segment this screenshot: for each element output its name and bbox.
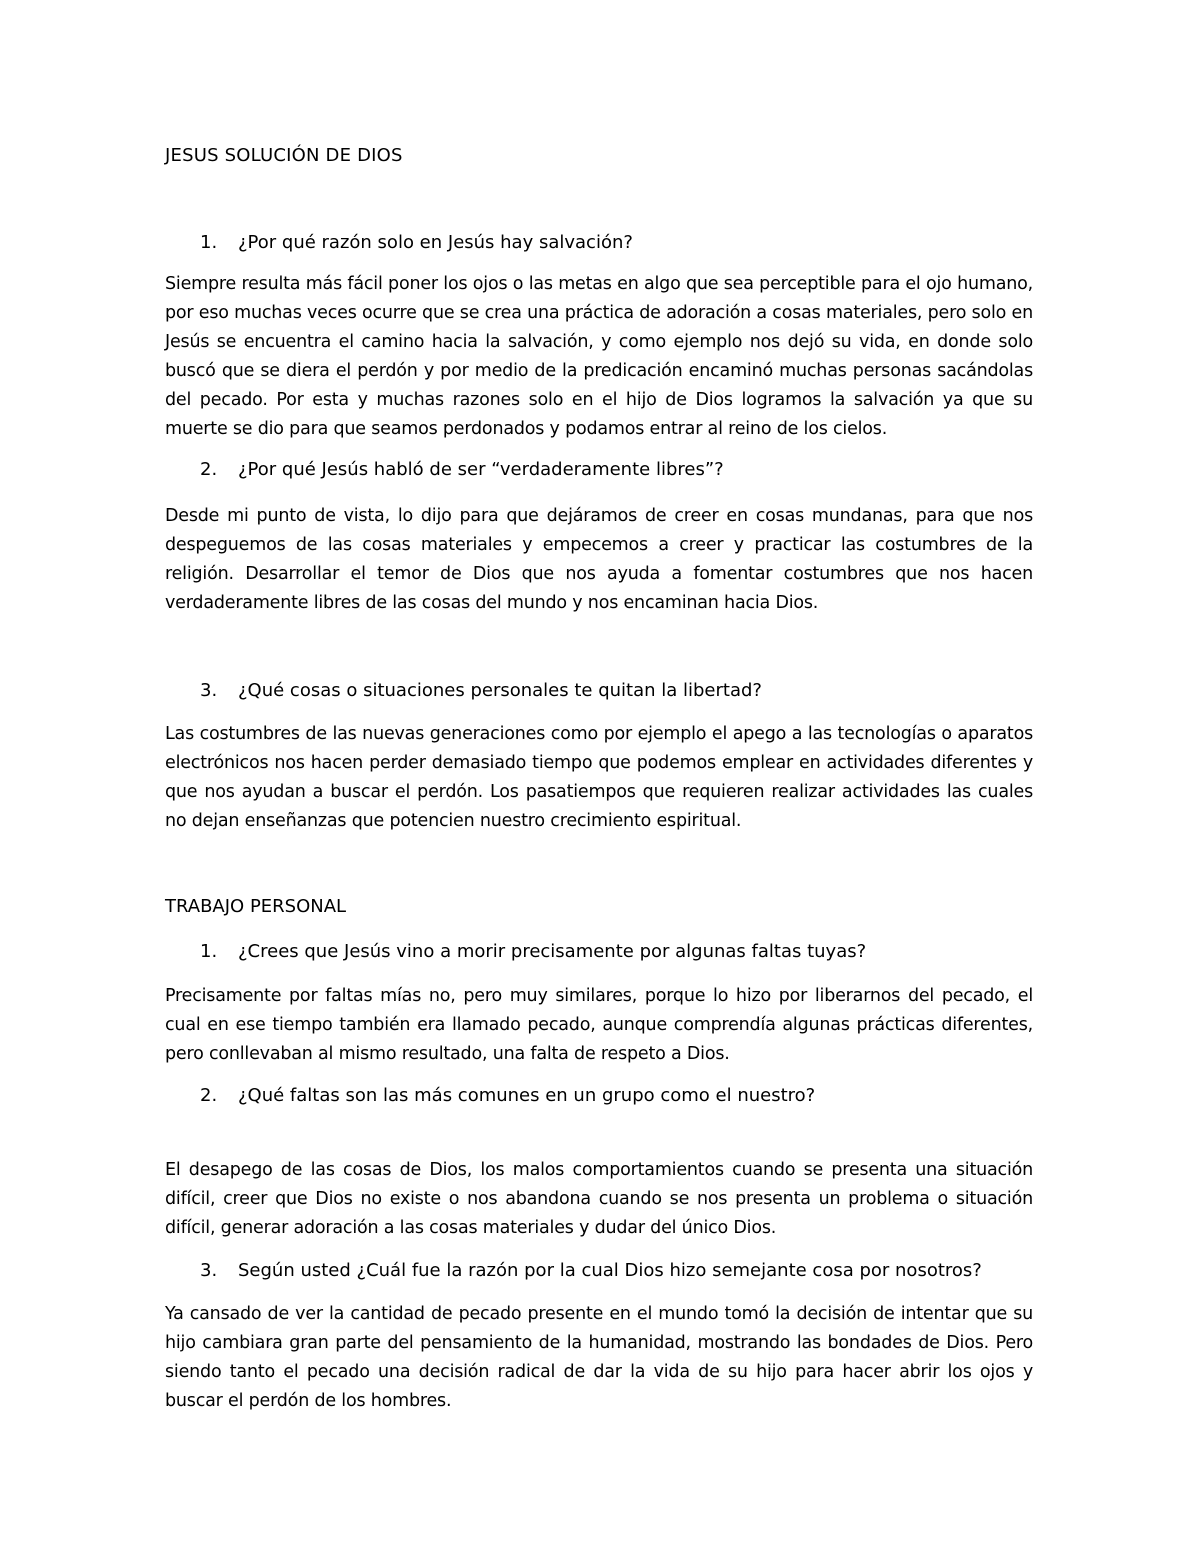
answer-1: Siempre resulta más fácil poner los ojos o las metas en algo que sea perceptible para el ojo humano, por eso muchas veces ocurre que se crea una práctica de adoración a cosas materiales, pero solo en Jesús se encuentra el camino hacia la salvación, y como ejemplo nos dejó su vida, en donde solo buscó que se diera el perdón y por medio de la predicación encaminó muchas personas sacándolas del pecado. Por esta y muchas razones solo en el hijo de Dios logramos la salvación ya que su muerte se dio para que seamos perdonados y podamos entrar al reino de los cielos. <box>165 274 1033 439</box>
section-heading: TRABAJO PERSONAL <box>165 896 347 917</box>
personal-answer-2: El desapego de las cosas de Dios, los malos comportamientos cuando se presenta una situación difícil, creer que Dios no existe o nos abandona cuando se nos presenta un problema o situación difícil, generar adoración a las cosas materiales y dudar del único Dios. <box>165 1160 1033 1238</box>
question-text: ¿Qué faltas son las más comunes en un grupo como el nuestro? <box>238 1085 816 1106</box>
question-text: ¿Crees que Jesús vino a morir precisamente por algunas faltas tuyas? <box>238 941 867 962</box>
question-text: ¿Por qué Jesús habló de ser “verdaderamente libres”? <box>238 459 724 480</box>
personal-answer-3: Ya cansado de ver la cantidad de pecado presente en el mundo tomó la decisión de intentar que su hijo cambiara gran parte del pensamiento de la humanidad, mostrando las bondades de Dios. Pero siendo tanto el pecado una decisión radical de dar la vida de su hijo para hacer abrir los ojos y buscar el perdón de los hombres. <box>165 1304 1033 1411</box>
question-number: 3. <box>200 1260 218 1281</box>
question-text: Según usted ¿Cuál fue la razón por la cual Dios hizo semejante cosa por nosotros? <box>238 1260 982 1281</box>
personal-question-1 <box>200 942 866 962</box>
document-title: JESUS SOLUCIÓN DE DIOS <box>165 145 403 166</box>
question-2 <box>200 460 724 480</box>
question-number: 3. <box>200 680 218 701</box>
answer-3: Las costumbres de las nuevas generaciones como por ejemplo el apego a las tecnologías o aparatos electrónicos nos hacen perder demasiado tiempo que podemos emplear en actividades diferentes y que nos ayudan a buscar el perdón. Los pasatiempos que requieren realizar actividades las cuales no dejan enseñanzas que potencien nuestro crecimiento espiritual. <box>165 724 1033 831</box>
question-1 <box>200 233 633 253</box>
question-number: 2. <box>200 459 218 480</box>
question-number: 2. <box>200 1085 218 1106</box>
question-number: 1. <box>200 941 218 962</box>
personal-answer-1: Precisamente por faltas mías no, pero muy similares, porque lo hizo por liberarnos del pecado, el cual en ese tiempo también era llamado pecado, aunque comprendía algunas prácticas diferentes, pero conllevaban al mismo resultado, una falta de respeto a Dios. <box>165 986 1033 1064</box>
answer-2: Desde mi punto de vista, lo dijo para que dejáramos de creer en cosas mundanas, para que nos despeguemos de las cosas materiales y empecemos a creer y practicar las costumbres de la religión. Desarrollar el temor de Dios que nos ayuda a fomentar costumbres que nos hacen verdaderamente libres de las cosas del mundo y nos encaminan hacia Dios. <box>165 506 1033 613</box>
question-3 <box>200 681 762 701</box>
personal-question-2 <box>200 1086 815 1106</box>
question-text: ¿Qué cosas o situaciones personales te quitan la libertad? <box>238 680 762 701</box>
personal-question-3 <box>200 1261 982 1281</box>
question-text: ¿Por qué razón solo en Jesús hay salvación? <box>238 232 633 253</box>
question-number: 1. <box>200 232 218 253</box>
